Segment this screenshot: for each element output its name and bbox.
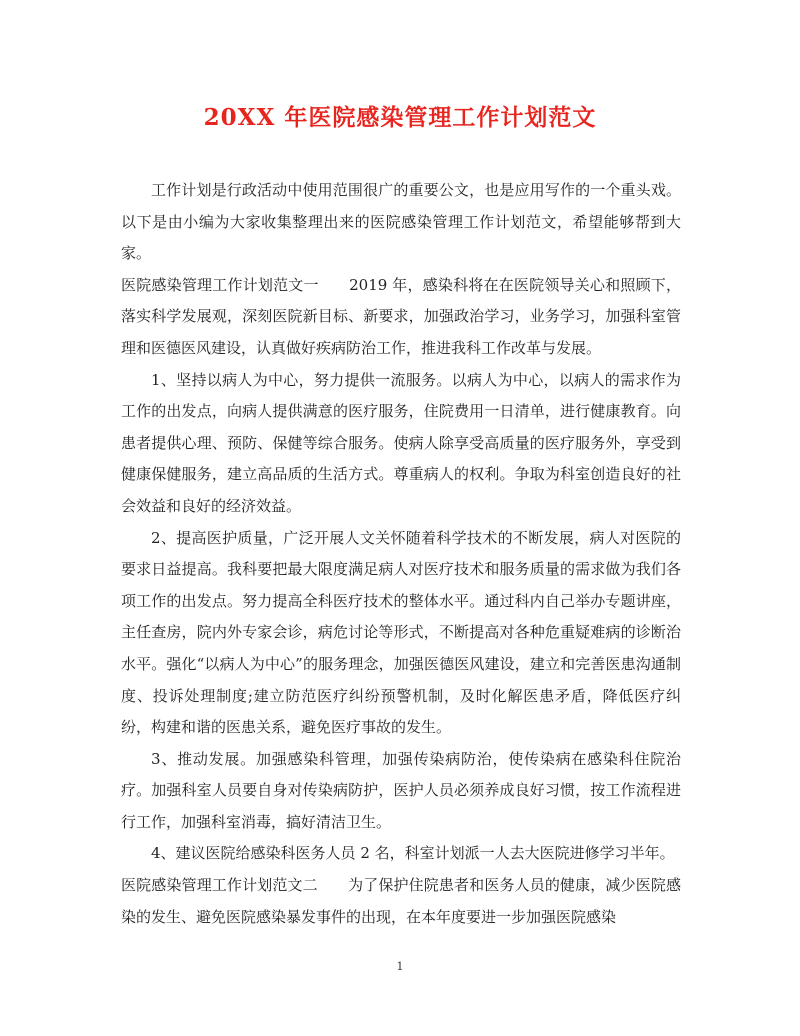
item-1-paragraph: 1、坚持以病人为中心，努力提供一流服务。以病人为中心，以病人的需求作为工作的出发点，向病人提供满意的医疗服务，住院费用一日清单，进行健康教育。向患者提供心理、预防、保健等综合服务。使病人除享受高质量的医疗服务外，享受到健康保健服务，建立高品质的生活方式。尊重病人的权利。争取为科室创造良好的社会效益和良好的经济效益。 [121,370,681,515]
section-two-paragraph: 医院感染管理工作计划范文二 为了保护住院患者和医务人员的健康，减少医院感染的发生、避免医院感染暴发事件的出现，在本年度要进一步加强医院感染 [121,876,681,926]
page-number: 1 [396,960,404,973]
document-body [121,175,681,933]
item-2-paragraph: 2、提高医护质量，广泛开展人文关怀随着科学技术的不断发展，病人对医院的要求日益提高。我科要把最大限度满足病人对医疗技术和服务质量的需求做为我们各项工作的出发点。努力提高全科医疗技术的整体水平。通过科内自己举办专题讲座，主任查房，院内外专家会诊，病危讨论等形式，不断提高对各种危重疑难病的诊断治水平。强化“以病人为中心”的服务理念，加强医德医风建设，建立和完善医患沟通制度、投诉处理制度;建立防范医疗纠纷预警机制，及时化解医患矛盾，降低医疗纠纷，构建和谐的医患关系，避免医疗事故的发生。 [121,528,681,737]
document-title: 20XX 年医院感染管理工作计划范文 [203,104,597,131]
intro-paragraph: 工作计划是行政活动中使用范围很广的重要公文，也是应用写作的一个重头戏。以下是由小编为大家收集整理出来的医院感染管理工作计划范文，希望能够帮到大家。 [121,181,681,263]
item-4-paragraph: 4、建议医院给感染科医务人员 2 名，科室计划派一人去大医院进修学习半年。 [151,844,675,863]
section-one-paragraph: 医院感染管理工作计划范文一 2019 年，感染科将在在医院领导关心和照顾下，落实科学发展观，深刻医院新目标、新要求，加强政治学习，业务学习，加强科室管理和医德医风建设，认真做好疾病防治工作，推进我科工作改革与发展。 [121,275,681,357]
item-3-paragraph: 3、推动发展。加强感染科管理，加强传染病防治，使传染病在感染科住院治疗。加强科室人员要自身对传染病防护，医护人员必须养成良好习惯，按工作流程进行工作，加强科室消毒，搞好清洁卫生。 [121,749,681,831]
